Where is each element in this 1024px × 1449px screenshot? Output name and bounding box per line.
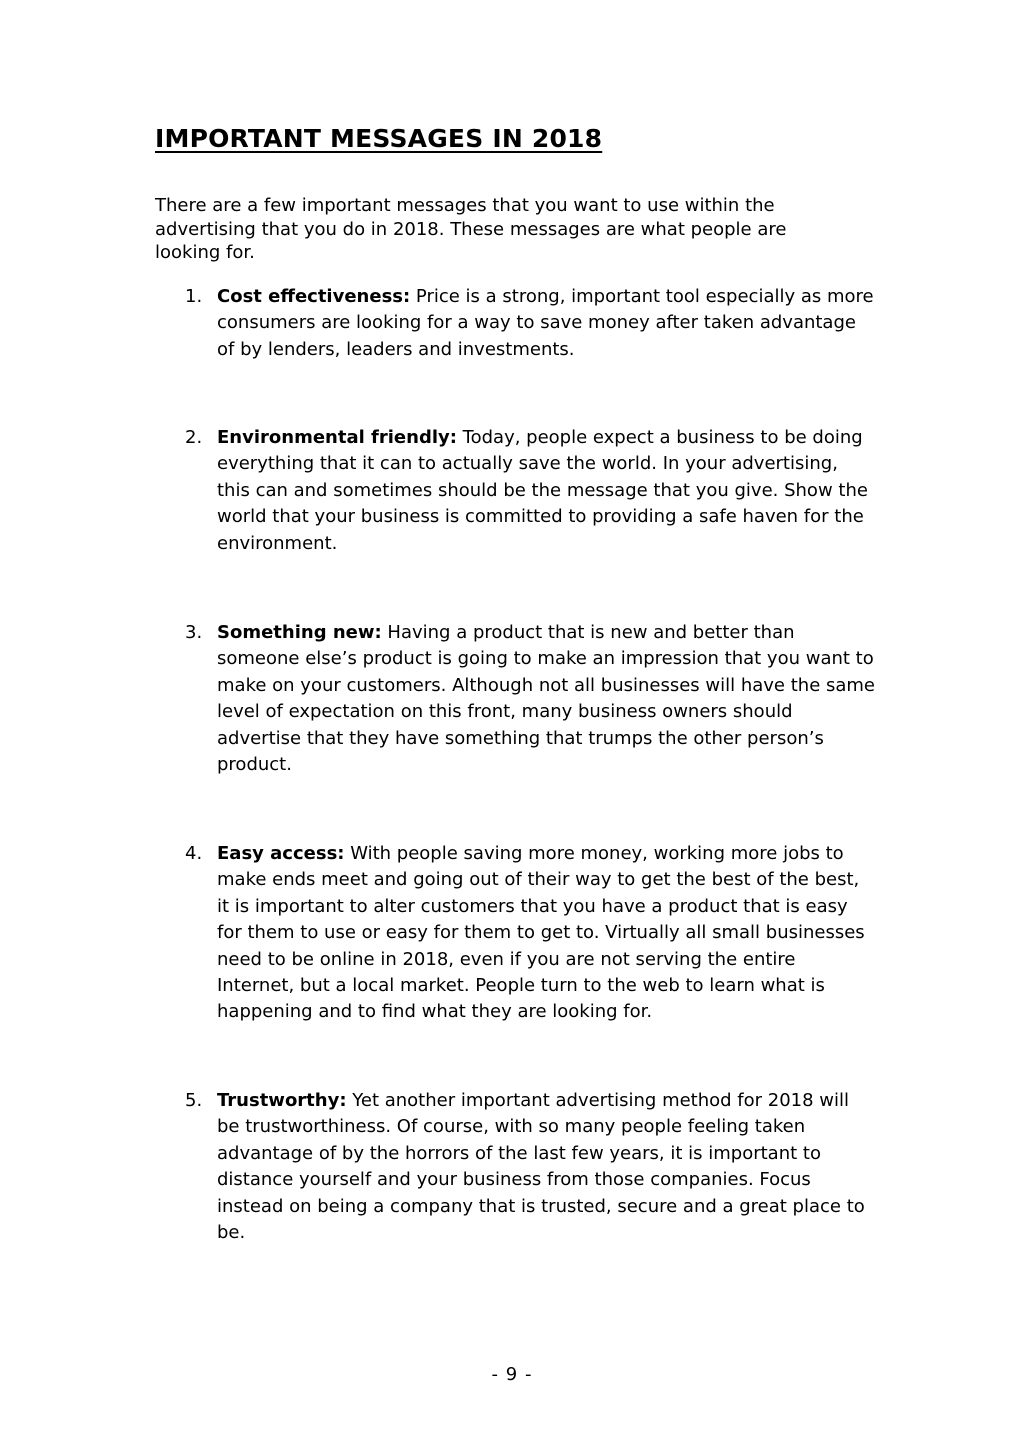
list-item-body <box>217 425 875 557</box>
list-item-body <box>217 284 875 363</box>
list-item-text: With people saving more money, working more jobs to make ends meet and going out of their way to get the best of the best, it is important to alter customers that you have a product that is easy for them to use or easy for them to get to. Virtually all small businesses need to be online in 2018, even if you are not serving the entire Internet, but a local market. People turn to the web to learn what is happening and to find what they are looking for. <box>217 843 865 1023</box>
list-item-term: Environmental friendly: <box>217 427 457 448</box>
list-item-term: Something new: <box>217 622 382 643</box>
list-item-number: 2. <box>185 427 203 448</box>
list-item <box>185 425 875 557</box>
list-item-text: Yet another important advertising method for 2018 will be trustworthiness. Of course, with so many people feeling taken advantage of by the horrors of the last few years, it is important to distance yourself and your business from those companies. Focus instead on being a company that is trusted, secure and a great place to be. <box>217 1090 865 1244</box>
list-item <box>185 841 875 1026</box>
list-item-number: 1. <box>185 286 203 307</box>
list-item-text: Today, people expect a business to be doing everything that it can to actually save the world. In your advertising, this can and sometimes should be the message that you give. Show the world that your business is committed to providing a safe haven for the environment. <box>217 427 868 554</box>
list-item-text: Price is a strong, important tool especially as more consumers are looking for a way to save money after taken advantage of by lenders, leaders and investments. <box>217 286 874 360</box>
page-title: IMPORTANT MESSAGES IN 2018 <box>155 124 603 153</box>
list-item-body <box>217 620 875 778</box>
list-item-number: 3. <box>185 622 203 643</box>
list-item <box>185 620 875 778</box>
intro-paragraph: There are a few important messages that you want to use within the advertising that you do in 2018. These messages are what people are looking for. <box>155 195 787 263</box>
list-item-number: 4. <box>185 843 203 864</box>
list-item <box>185 284 875 363</box>
list-item-term: Easy access: <box>217 843 345 864</box>
list-item-body <box>217 1088 875 1246</box>
list-item-term: Trustworthy: <box>217 1090 347 1111</box>
list-item-body <box>217 841 875 1026</box>
page-number: - 9 - <box>491 1364 533 1385</box>
list-item-term: Cost effectiveness: <box>217 286 411 307</box>
list-item <box>185 1088 875 1246</box>
list-item-number: 5. <box>185 1090 203 1111</box>
list-item-text: Having a product that is new and better than someone else’s product is going to make an impression that you want to make on your customers. Although not all businesses will have the same level of expectation on this front, many business owners should advertise that they have something that trumps the other person’s product. <box>217 622 876 776</box>
